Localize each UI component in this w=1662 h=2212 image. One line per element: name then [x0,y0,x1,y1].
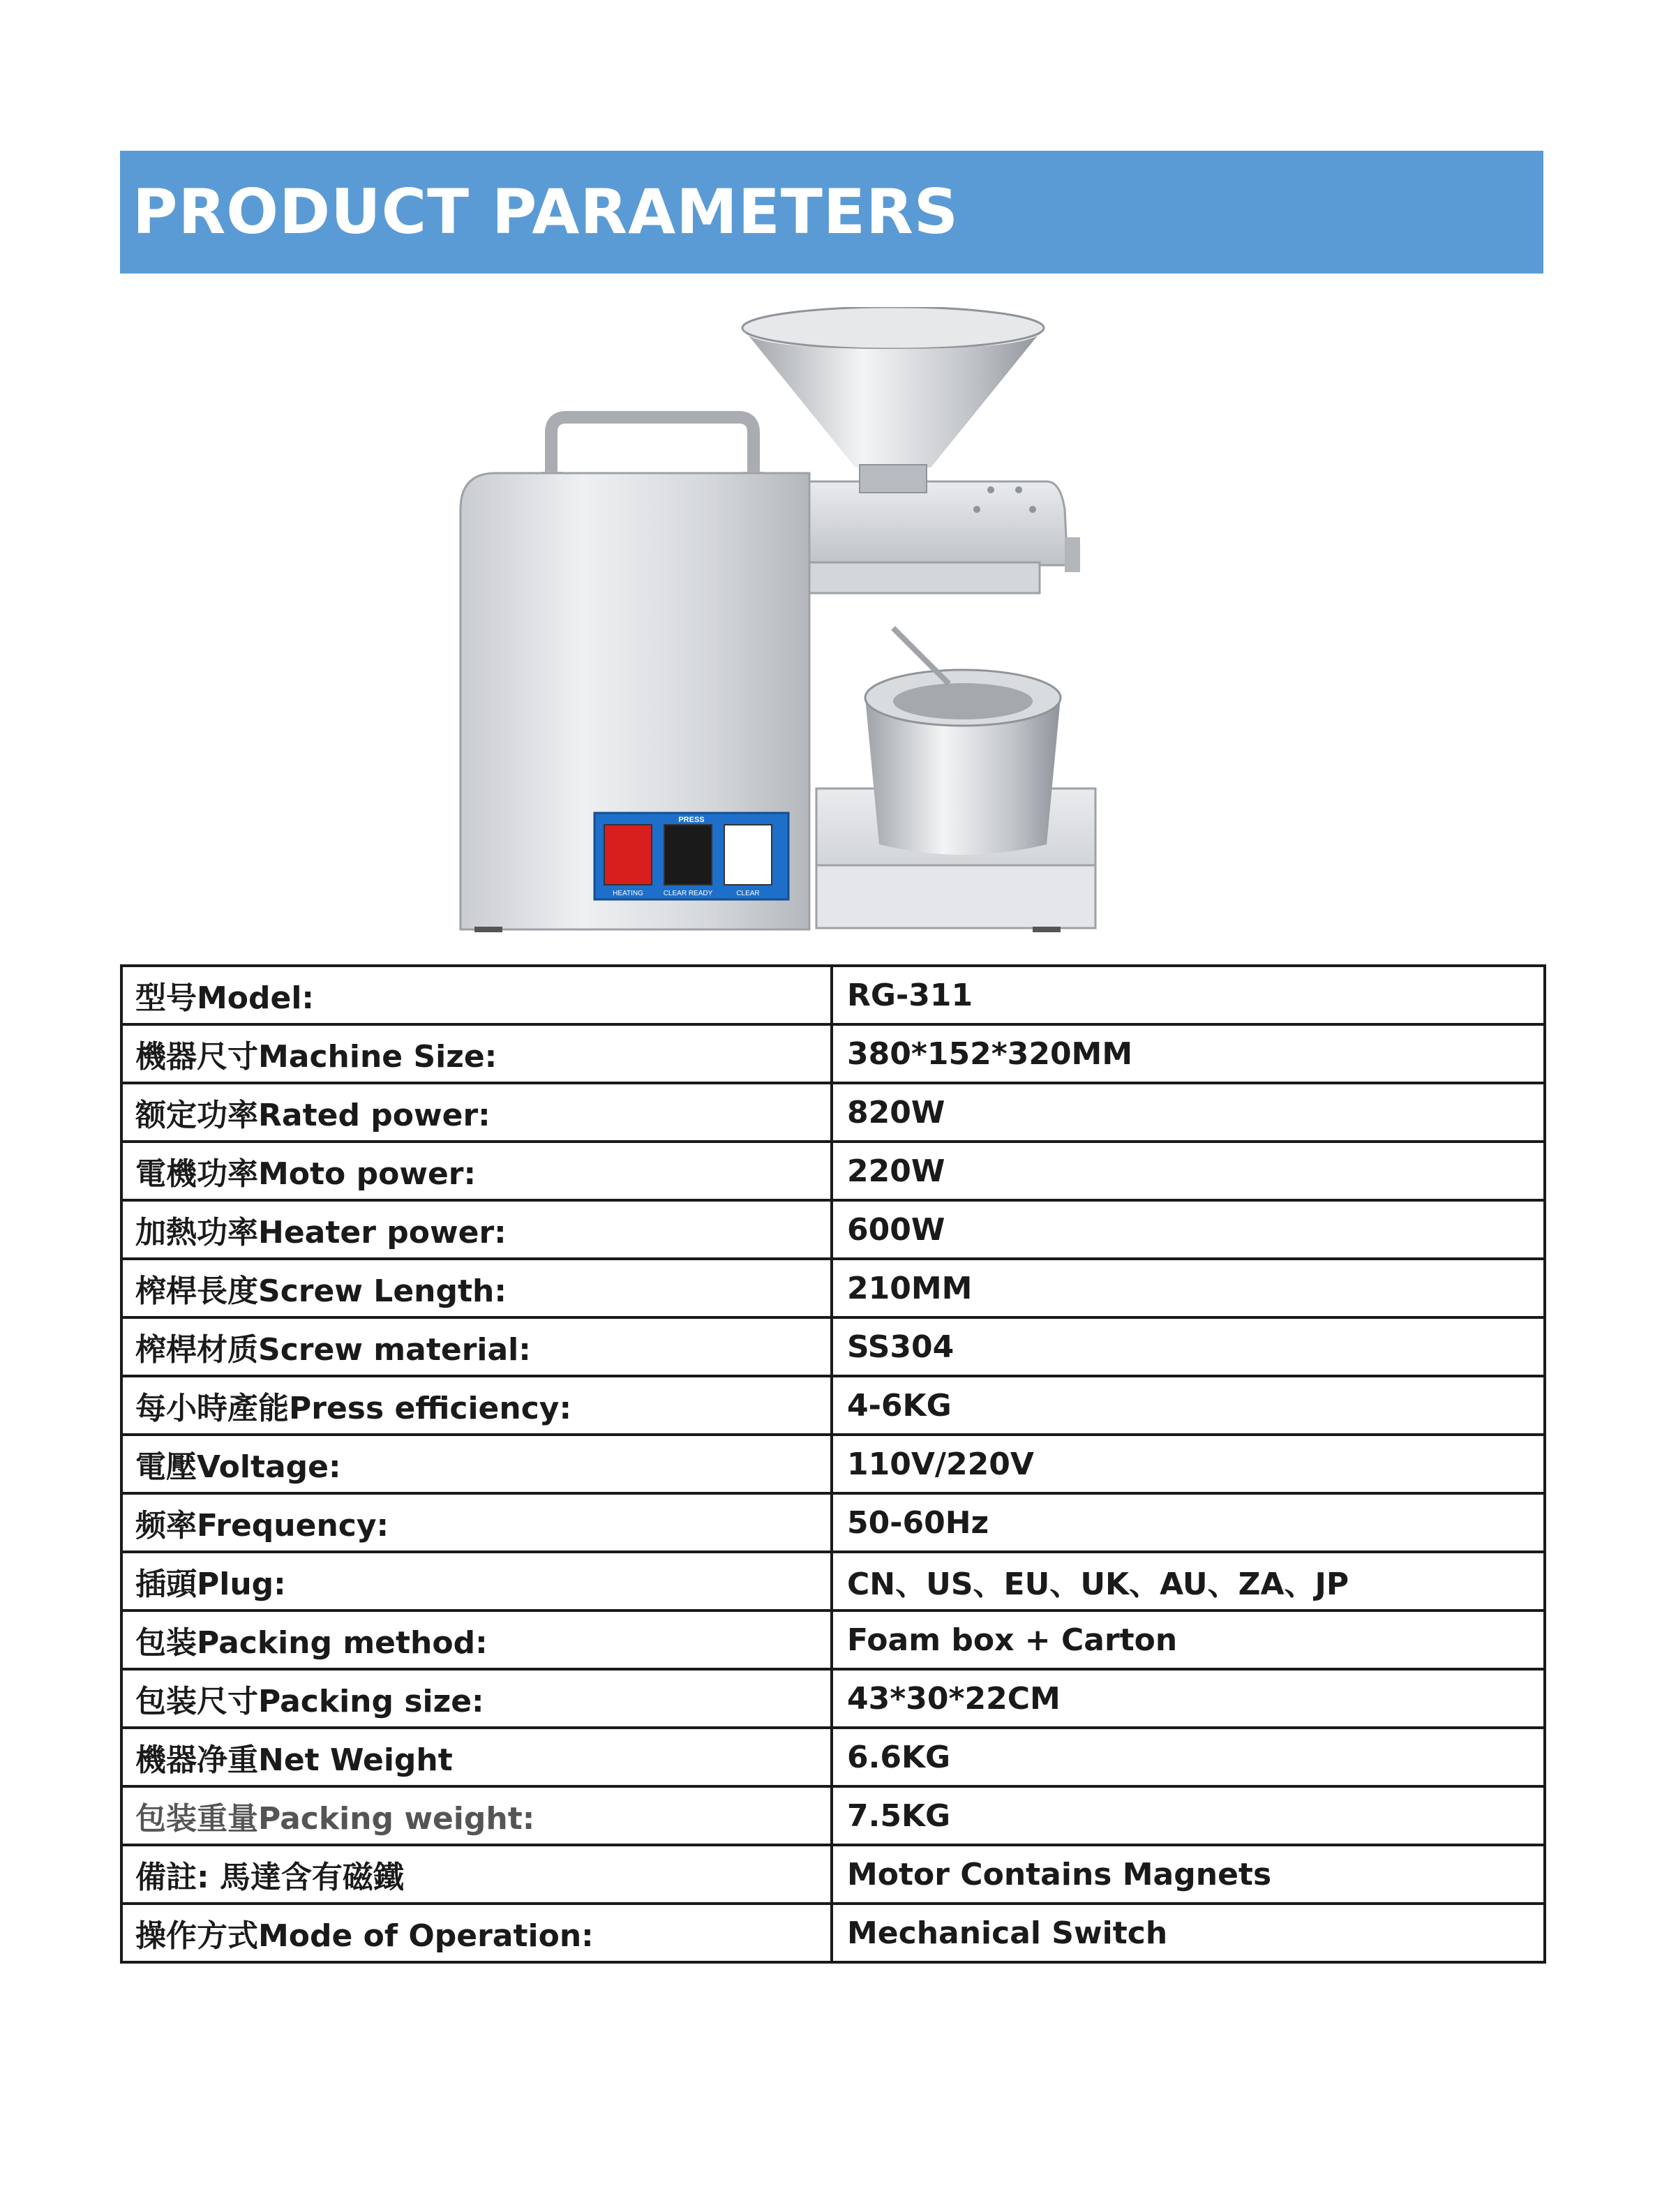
spec-label: 操作方式Mode of Operation: [121,1904,832,1962]
table-row [121,1786,1545,1845]
spec-label: 機器净重Net Weight [121,1728,832,1786]
spec-label: 電壓Voltage: [121,1435,832,1493]
spec-label: 额定功率Rated power: [121,1083,832,1142]
spec-value: 50-60Hz [832,1493,1545,1552]
table-row [121,1317,1545,1376]
spec-value: CN、US、EU、UK、AU、ZA、JP [832,1552,1545,1611]
spec-label: 包装尺寸Packing size: [121,1669,832,1728]
spec-value: 600W [832,1200,1545,1259]
spec-value: 220W [832,1142,1545,1200]
spec-label: 備註: 馬達含有磁鐵 [121,1845,832,1904]
panel-title: PRESS [678,816,705,824]
spec-label: 每小時產能Press efficiency: [121,1376,832,1435]
panel-switch-label-heating: HEATING [613,890,643,897]
spec-label: 包装重量Packing weight: [121,1786,832,1845]
spec-label: 插頭Plug: [121,1552,832,1611]
table-row [121,1728,1545,1786]
spec-table [120,964,1546,1964]
table-row [121,1611,1545,1669]
table-row [121,1669,1545,1728]
spec-label: 榨桿長度Screw Length: [121,1259,832,1317]
table-row [121,1435,1545,1493]
spec-label: 型号Model: [121,966,832,1024]
spec-value: Mechanical Switch [832,1904,1545,1962]
spec-value: SS304 [832,1317,1545,1376]
header-banner [120,151,1543,274]
spec-label: 機器尺寸Machine Size: [121,1024,832,1083]
spec-label: 频率Frequency: [121,1493,832,1552]
panel-switch-label-clear: CLEAR [736,890,760,897]
spec-value: 820W [832,1083,1545,1142]
table-row [121,1376,1545,1435]
table-row [121,1845,1545,1904]
table-row [121,1024,1545,1083]
spec-value: 110V/220V [832,1435,1545,1493]
table-row [121,966,1545,1024]
page-title: PRODUCT PARAMETERS [133,176,959,248]
spec-label: 榨桿材质Screw material: [121,1317,832,1376]
spec-value: 6.6KG [832,1728,1545,1786]
panel-switch-label-clear-ready: CLEAR READY [663,890,713,897]
spec-value: 380*152*320MM [832,1024,1545,1083]
spec-value: 4-6KG [832,1376,1545,1435]
table-row [121,1142,1545,1200]
table-row [121,1200,1545,1259]
spec-value: 43*30*22CM [832,1669,1545,1728]
spec-label: 加熱功率Heater power: [121,1200,832,1259]
product-image [447,307,1214,935]
table-row [121,1259,1545,1317]
table-row [121,1493,1545,1552]
spec-value: 7.5KG [832,1786,1545,1845]
spec-value: 210MM [832,1259,1545,1317]
spec-value: Foam box + Carton [832,1611,1545,1669]
spec-value: RG-311 [832,966,1545,1024]
spec-label: 包装Packing method: [121,1611,832,1669]
spec-label: 電機功率Moto power: [121,1142,832,1200]
oil-press-machine-icon [447,307,1214,935]
table-row [121,1083,1545,1142]
spec-value: Motor Contains Magnets [832,1845,1545,1904]
table-row [121,1904,1545,1962]
table-row [121,1552,1545,1611]
